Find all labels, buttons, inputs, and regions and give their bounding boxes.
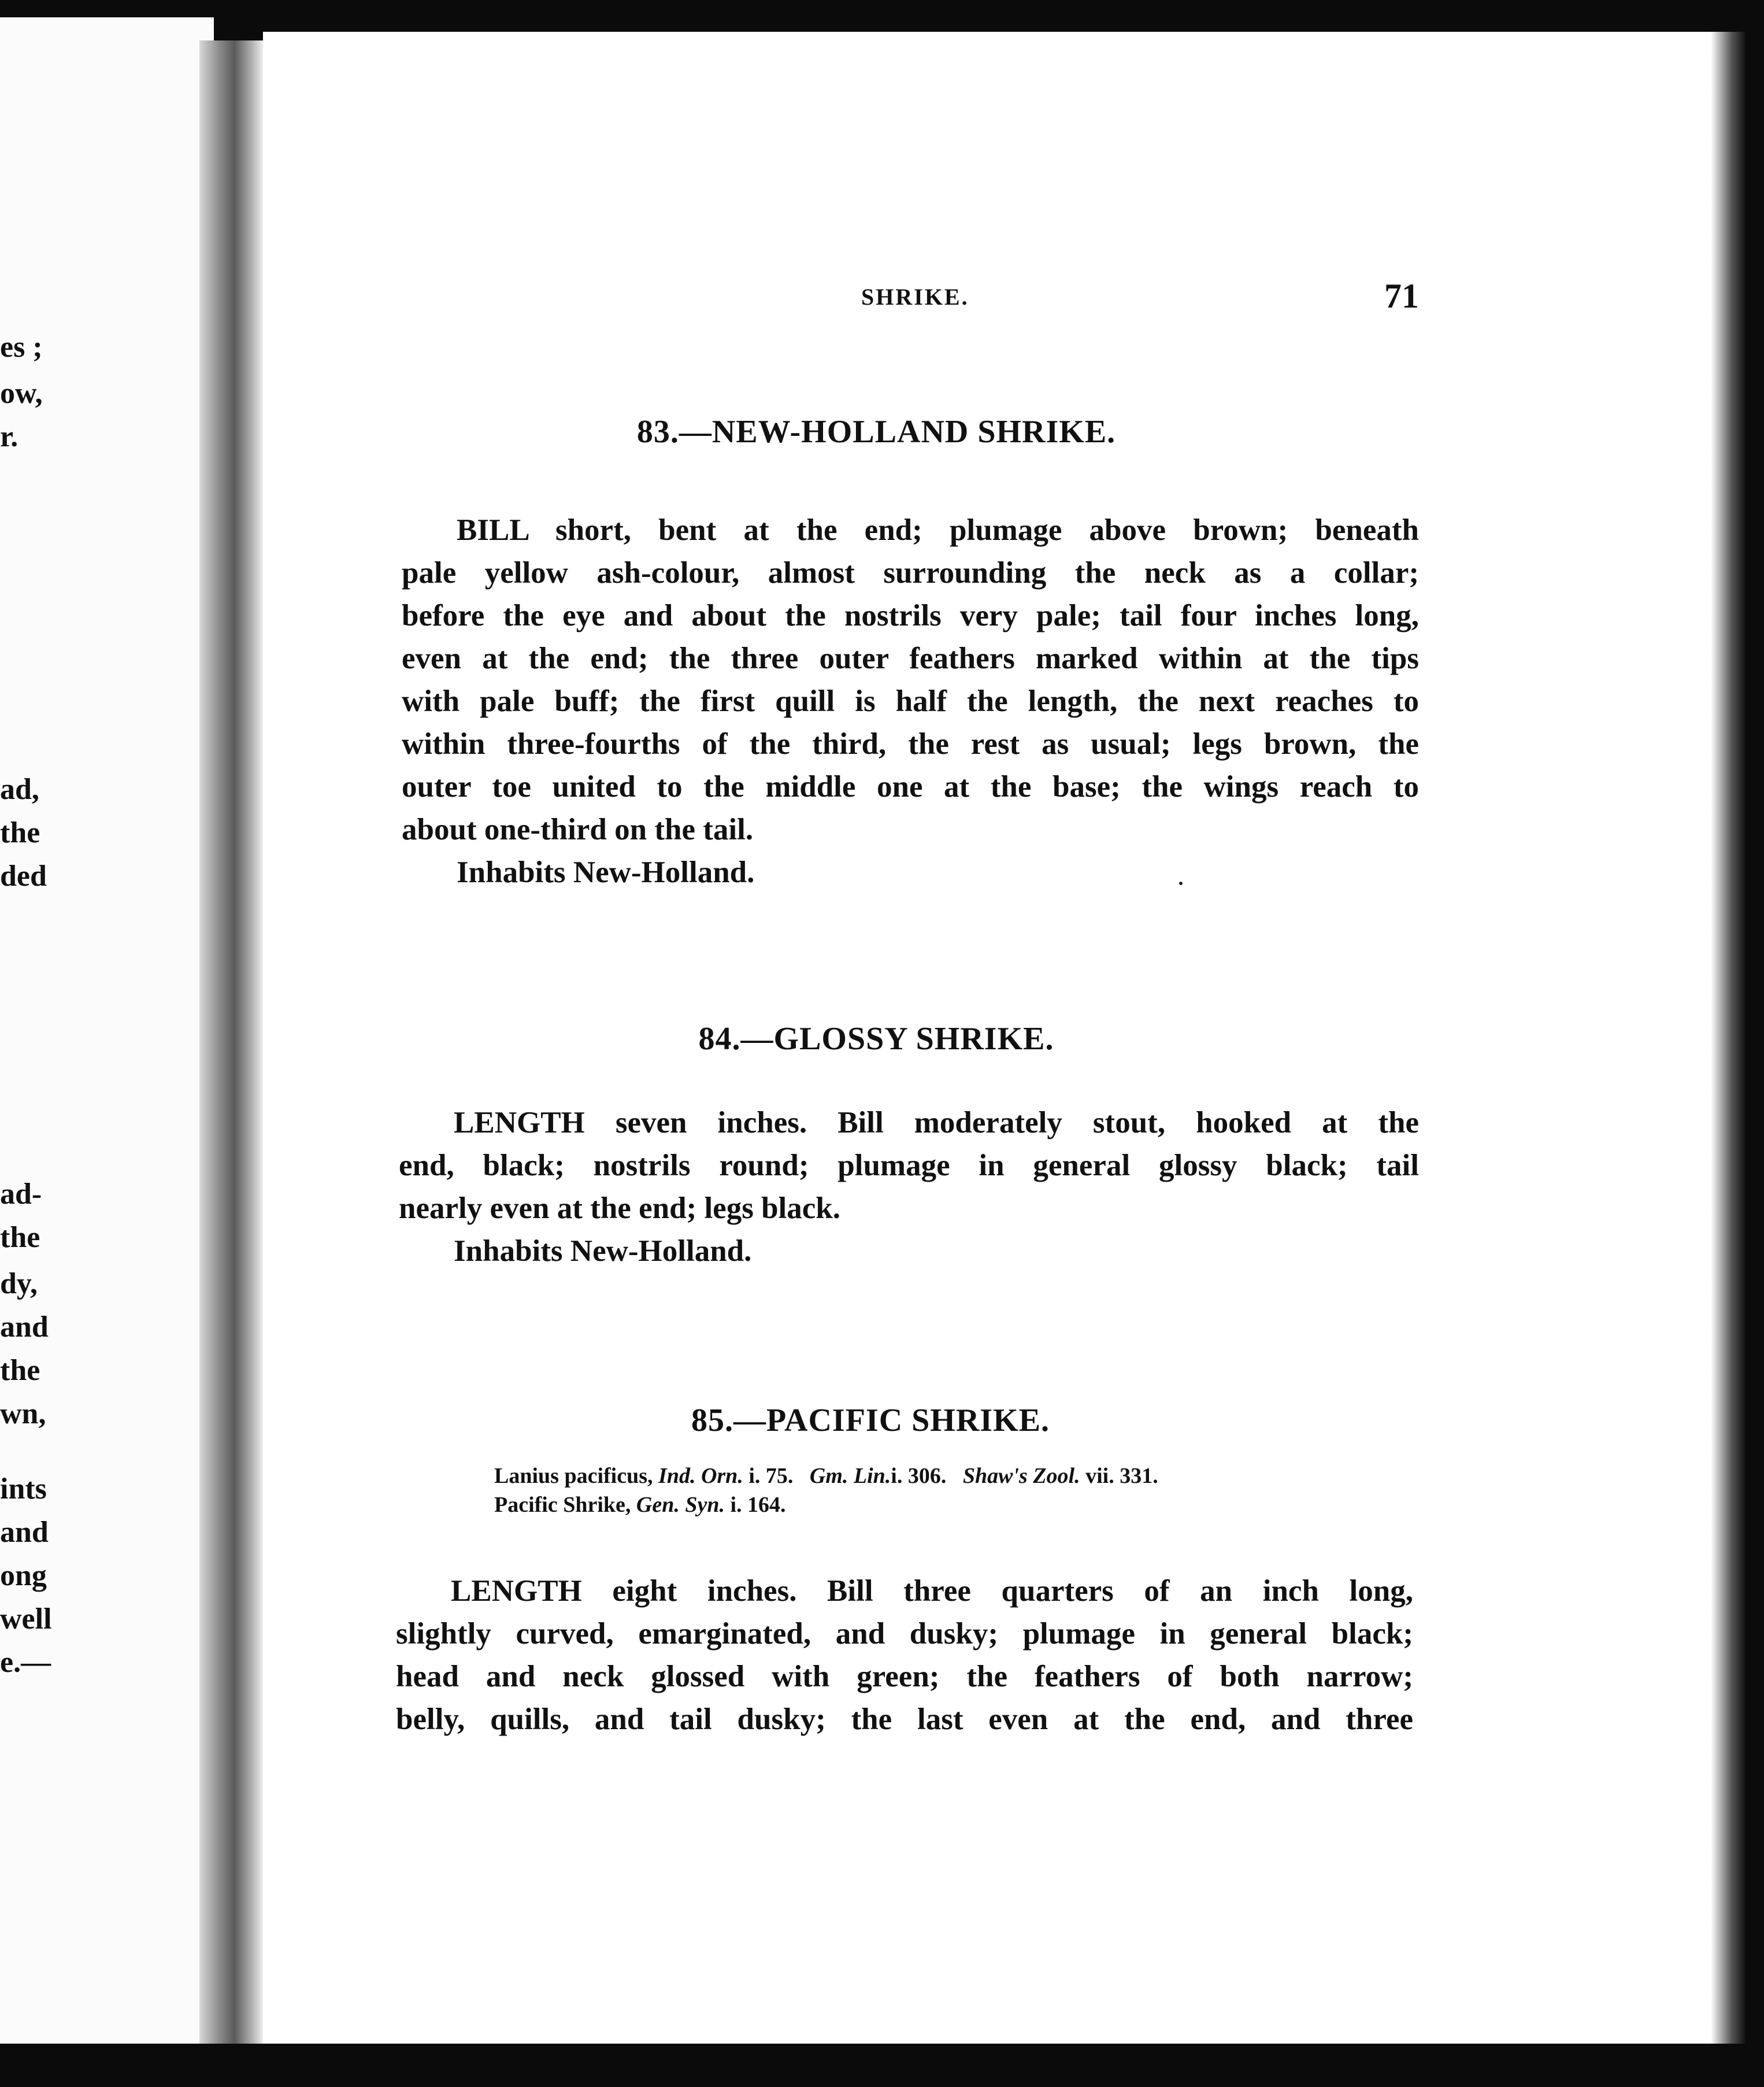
facing-fragment: ded [0,860,47,893]
entry-heading: 83.—NEW-HOLLAND SHRIKE. [636,414,1116,450]
book-gutter [199,40,263,2075]
facing-fragment: and [0,1516,49,1549]
facing-fragment: and [0,1311,49,1344]
entry-heading: 84.—GLOSSY SHRIKE. [698,1021,1054,1057]
print-speck [1179,882,1183,885]
entry-heading: 85.—PACIFIC SHRIKE. [691,1403,1050,1438]
text-line: before the eye and about the nostrils very pale; tail four inches long, [402,599,1419,632]
text-line: about one-third on the tail. [402,813,754,846]
text-line: pale yellow ash-colour, almost surrounding the neck as a collar; [402,556,1419,590]
text-line: LENGTH eight inches. Bill three quarters of an inch long, [451,1574,1413,1608]
facing-fragment: ad- [0,1178,42,1211]
text-line: end, black; nostrils round; plumage in general glossy black; tail [399,1149,1419,1182]
entry-description [399,1101,1419,1272]
facing-fragment: wn, [0,1397,46,1430]
citation-line: Pacific Shrike, Gen. Syn. i. 164. [494,1493,786,1517]
habitat: Inhabits New-Holland. [457,856,755,889]
text-line: slightly curved, emarginated, and dusky; plumage in general black; [396,1617,1413,1651]
facing-fragment: dy, [0,1267,38,1300]
page-number: 71 [1384,277,1419,315]
text-line: head and neck glossed with green; the feathers of both narrow; [396,1660,1413,1693]
facing-fragment: ad, [0,773,39,806]
facing-fragment: ints [0,1472,47,1505]
citation-line: Lanius pacificus, Ind. Orn. i. 75. Gm. Lin.i. 306. Shaw's Zool. vii. 331. [494,1464,1158,1488]
text-line: LENGTH seven inches. Bill moderately stout, hooked at the [454,1106,1419,1139]
facing-fragment: es ; [0,331,43,364]
text-line: even at the end; the three outer feathers marked within at the tips [402,642,1419,675]
text-line: outer toe united to the middle one at the base; the wings reach to [402,770,1419,804]
facing-fragment: e.— [0,1646,51,1679]
facing-fragment: r. [0,420,18,453]
facing-fragment: well [0,1603,52,1635]
scan-border [0,2044,1764,2087]
facing-fragment: the [0,1221,40,1254]
entry-description [402,509,1419,894]
facing-fragment: the [0,816,40,849]
text-line: within three-fourths of the third, the rest as usual; legs brown, the [402,727,1419,761]
text-line: with pale buff; the first quill is half the length, the next reaches to [402,684,1419,718]
facing-fragment: the [0,1354,40,1387]
text-line: BILL short, bent at the end; plumage above brown; beneath [457,513,1419,547]
facing-fragment: ow, [0,377,43,410]
facing-fragment: ong [0,1559,47,1592]
synonymy [494,1461,1361,1519]
entry-description [396,1570,1413,1741]
text-line: nearly even at the end; legs black. [399,1191,841,1225]
habitat: Inhabits New-Holland. [454,1234,752,1268]
running-head: SHRIKE. [861,284,969,310]
text-line: belly, quills, and tail dusky; the last even at the end, and three [396,1703,1413,1736]
